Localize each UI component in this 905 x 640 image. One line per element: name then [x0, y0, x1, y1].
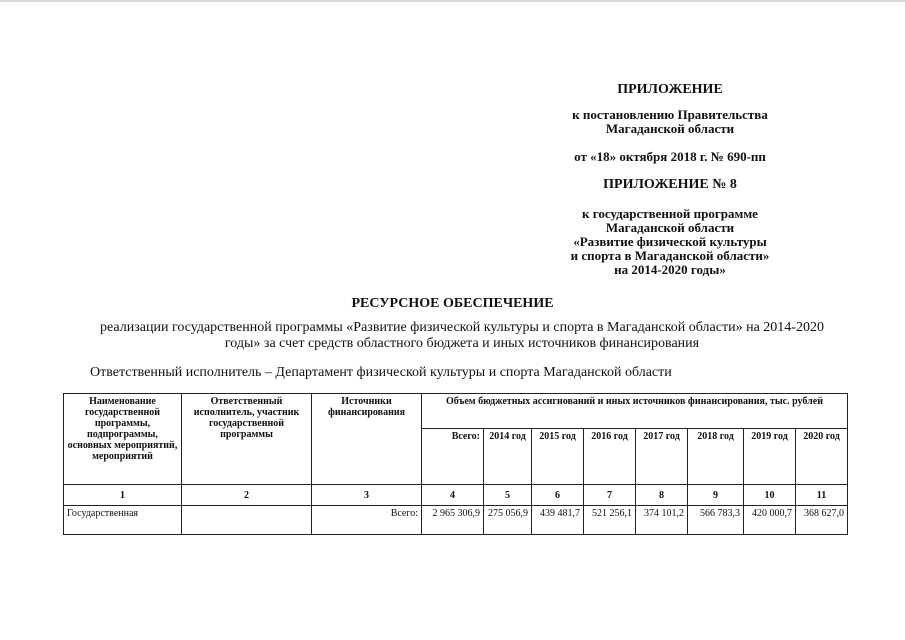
resource-table — [63, 393, 848, 535]
table-cell-executor — [182, 506, 312, 535]
column-number: 3 — [312, 485, 422, 506]
column-header-year: 2017 год — [636, 429, 688, 485]
column-header-sources: Источники финансирования — [312, 394, 422, 485]
program-line-2: Магаданской области — [605, 220, 735, 235]
table-cell-source: Всего: — [312, 506, 422, 535]
column-header-year: 2015 год — [532, 429, 584, 485]
column-number: 4 — [422, 485, 484, 506]
header-row — [64, 394, 848, 429]
column-header-year: 2016 год — [584, 429, 636, 485]
column-number: 10 — [744, 485, 796, 506]
document-subtitle: реализации государственной программы «Развитие физической культуры и спорта в Магаданской области» на 2014-2020 годы» за счет средств областного бюджета и иных источников финансирования — [100, 320, 824, 351]
column-number: 6 — [532, 485, 584, 506]
table-cell-2017: 374 101,2 — [636, 506, 688, 535]
program-line-1: к государственной программе — [582, 206, 758, 221]
appendix-8-heading: ПРИЛОЖЕНИЕ № 8 — [603, 177, 737, 192]
document-title: РЕСУРСНОЕ ОБЕСПЕЧЕНИЕ — [351, 296, 554, 311]
column-number: 11 — [796, 485, 848, 506]
column-header-total: Всего: — [422, 429, 484, 485]
column-header-year: 2020 год — [796, 429, 848, 485]
resolution-line-1: к постановлению Правительства — [572, 107, 768, 122]
column-header-year: 2014 год — [484, 429, 532, 485]
column-number: 2 — [182, 485, 312, 506]
column-number: 5 — [484, 485, 532, 506]
table-cell-2015: 439 481,7 — [532, 506, 584, 535]
resolution-reference — [520, 108, 820, 136]
column-number: 7 — [584, 485, 636, 506]
table-cell-2020: 368 627,0 — [796, 506, 848, 535]
column-header-volume: Объем бюджетных ассигнований и иных источников финансирования, тыс. рублей — [422, 394, 848, 429]
program-line-4: и спорта в Магаданской области» — [570, 248, 770, 263]
program-line-3: «Развитие физической культуры — [573, 234, 767, 249]
table-cell-2018: 566 783,3 — [688, 506, 744, 535]
column-header-year: 2019 год — [744, 429, 796, 485]
program-reference — [520, 207, 820, 277]
column-number: 1 — [64, 485, 182, 506]
table-cell-2016: 521 256,1 — [584, 506, 636, 535]
column-header-executor: Ответственный исполнитель, участник государственной программы — [182, 394, 312, 485]
top-border — [0, 0, 905, 2]
responsible-executor: Ответственный исполнитель – Департамент физической культуры и спорта Магаданской области — [90, 365, 672, 380]
column-header-name: Наименование государственной программы, подпрограммы, основных мероприятий, мероприятий — [64, 394, 182, 485]
column-header-year: 2018 год — [688, 429, 744, 485]
column-number-row — [64, 485, 848, 506]
table-cell-name: Государственная — [64, 506, 182, 535]
appendix-heading: ПРИЛОЖЕНИЕ — [617, 82, 723, 97]
resolution-line-2: Магаданской области — [605, 121, 735, 136]
table-cell-total: 2 965 306,9 — [422, 506, 484, 535]
table-cell-2014: 275 056,9 — [484, 506, 532, 535]
column-number: 9 — [688, 485, 744, 506]
table-row — [64, 506, 848, 535]
table-cell-2019: 420 000,7 — [744, 506, 796, 535]
resolution-date: от «18» октября 2018 г. № 690-пп — [574, 149, 766, 164]
program-line-5: на 2014-2020 годы» — [614, 262, 726, 277]
column-number: 8 — [636, 485, 688, 506]
